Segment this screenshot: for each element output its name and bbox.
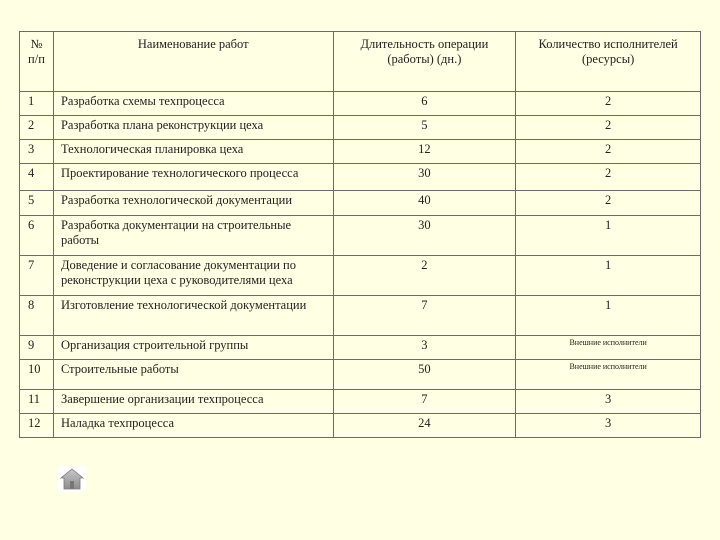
row-work-name: Доведение и согласование документации по реконструкции цеха с руководителями цеха xyxy=(53,256,333,296)
row-number: 11 xyxy=(20,390,54,414)
row-number: 12 xyxy=(20,414,54,438)
row-number: 4 xyxy=(20,164,54,191)
row-resources: 2 xyxy=(516,191,701,216)
row-duration: 12 xyxy=(333,140,516,164)
row-resources: 1 xyxy=(516,216,701,256)
table-row xyxy=(20,296,701,336)
home-button[interactable] xyxy=(58,466,86,492)
row-duration: 30 xyxy=(333,216,516,256)
row-work-name: Разработка плана реконструкции цеха xyxy=(53,116,333,140)
row-number: 1 xyxy=(20,92,54,116)
row-duration: 7 xyxy=(333,296,516,336)
row-duration: 2 xyxy=(333,256,516,296)
home-icon xyxy=(58,466,86,492)
table-row xyxy=(20,390,701,414)
row-work-name: Наладка техпроцесса xyxy=(53,414,333,438)
table-row xyxy=(20,92,701,116)
row-work-name: Завершение организации техпроцесса xyxy=(53,390,333,414)
row-work-name: Организация строительной группы xyxy=(53,336,333,360)
row-duration: 6 xyxy=(333,92,516,116)
row-resources: 2 xyxy=(516,116,701,140)
row-resources: Внешние исполнители xyxy=(516,336,701,360)
row-duration: 5 xyxy=(333,116,516,140)
table-row xyxy=(20,414,701,438)
row-work-name: Разработка документации на строительные работы xyxy=(53,216,333,256)
table-row xyxy=(20,140,701,164)
row-duration: 40 xyxy=(333,191,516,216)
table-row xyxy=(20,164,701,191)
row-work-name: Разработка технологической документации xyxy=(53,191,333,216)
table-row xyxy=(20,336,701,360)
row-duration: 50 xyxy=(333,360,516,390)
table-row xyxy=(20,216,701,256)
row-number: 6 xyxy=(20,216,54,256)
row-resources: 3 xyxy=(516,390,701,414)
row-work-name: Проектирование технологического процесса xyxy=(53,164,333,191)
row-duration: 30 xyxy=(333,164,516,191)
row-resources: 3 xyxy=(516,414,701,438)
row-resources: 2 xyxy=(516,140,701,164)
table-header-row xyxy=(20,32,701,92)
row-duration: 24 xyxy=(333,414,516,438)
table-row xyxy=(20,191,701,216)
header-duration: Длительность операции (работы) (дн.) xyxy=(333,32,516,92)
row-work-name: Технологическая планировка цеха xyxy=(53,140,333,164)
row-duration: 3 xyxy=(333,336,516,360)
row-number: 10 xyxy=(20,360,54,390)
row-resources: 2 xyxy=(516,92,701,116)
row-resources: 1 xyxy=(516,256,701,296)
row-number: 2 xyxy=(20,116,54,140)
row-resources: 1 xyxy=(516,296,701,336)
row-number: 5 xyxy=(20,191,54,216)
row-number: 9 xyxy=(20,336,54,360)
header-number: № п/п xyxy=(20,32,54,92)
table-row xyxy=(20,116,701,140)
row-work-name: Разработка схемы техпроцесса xyxy=(53,92,333,116)
table-row xyxy=(20,360,701,390)
row-resources: 2 xyxy=(516,164,701,191)
row-duration: 7 xyxy=(333,390,516,414)
header-resources: Количество исполнителей (ресурсы) xyxy=(516,32,701,92)
row-number: 3 xyxy=(20,140,54,164)
row-work-name: Изготовление технологической документации xyxy=(53,296,333,336)
works-table xyxy=(19,31,701,438)
row-number: 7 xyxy=(20,256,54,296)
table-row xyxy=(20,256,701,296)
header-work-name: Наименование работ xyxy=(53,32,333,92)
row-number: 8 xyxy=(20,296,54,336)
row-resources: Внешние исполнители xyxy=(516,360,701,390)
row-work-name: Строительные работы xyxy=(53,360,333,390)
